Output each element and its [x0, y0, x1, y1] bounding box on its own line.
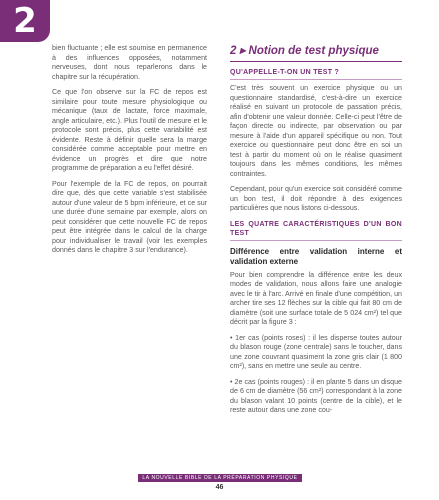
right-column	[230, 44, 402, 422]
section-title: 2 ▸ Notion de test physique	[230, 44, 402, 62]
chapter-number-tab: 2	[0, 0, 50, 42]
left-paragraph-1: bien fluctuante ; elle est soumise en permanence à des influences opposées, notamment nerveuses, dont nous reparlerons dans le chapitre sur la récupération.	[52, 44, 207, 81]
left-paragraph-2: Ce que l'on observe sur la FC de repos est similaire pour toute mesure physiologique ou mécanique (taux de lactate, force maximale, angle articulaire, etc.). Plus l'outil de mesure et le protocole sont précis, plus cette variabilité est évidente. Reste à définir quelle sera la marge considérée comme acceptable pour mettre en évidence un progrès et dire que notre programme de préparation a eu l'effet désiré.	[52, 88, 207, 172]
right-paragraph-5: • 2e cas (points rouges) : il en plante 5 dans un disque de 6 cm de diamètre (56 cm²) correspondant à la zone du blason valant 10 points (centre de la cible), et le reste autour dans une zone cou-	[230, 377, 402, 414]
page-number: 46	[215, 484, 224, 491]
left-column	[52, 44, 207, 262]
subheading-four-characteristics: LES QUATRE CARACTÉRISTIQUES D'UN BON TEST	[230, 220, 402, 241]
left-paragraph-3: Pour l'exemple de la FC de repos, on pourrait dire que, dès que cette variable s'est stabilisée autour d'une valeur de 5 bpm inférieure, et ce sur une durée d'une semaine par exemple, alors on peut considérer que cette nouvelle FC de repos peut être intégrée dans le calcul de la charge pour individualiser le travail (voir les exemples donnés dans le chapitre 3 sur l'endurance).	[52, 179, 207, 254]
right-paragraph-4: • 1er cas (points roses) : il les disperse toutes autour du blason rouge (zone centrale) sans le toucher, dans une zone couvrant quasiment la zone gris clair (1 800 cm²), sans en mettre une seule au centre.	[230, 333, 402, 370]
bold-heading-validation: Différence entre validation interne et validation externe	[230, 246, 402, 266]
right-paragraph-2: Cependant, pour qu'un exercice soit considéré comme un bon test, il doit répondre à des exigences particulières que nous listons ci-dessous.	[230, 185, 402, 212]
footer-book-title: LA NOUVELLE BIBLE DE LA PRÉPARATION PHYSIQUE	[138, 474, 302, 482]
right-paragraph-3: Pour bien comprendre la différence entre les deux modes de validation, nous allons faire une analogie avec le tir à l'arc. Arrivé en finale d'une compétition, un archer tire ses 12 flèches sur la cible qui fait 80 cm de diamètre (soit une surface totale de 5 024 cm²) tel que décrit par la figure 3 :	[230, 270, 402, 326]
subheading-what-is-test: QU'APPELLE-T-ON UN TEST ?	[230, 68, 402, 80]
right-paragraph-1: C'est très souvent un exercice physique ou un questionnaire standardisé, c'est-à-dire un exercice réalisé en suivant un protocole de passation précis, afin d'obtenir une valeur donnée. Celle-ci peut l'être de façon directe ou indirecte, par observation ou par mesure à l'aide d'un appareil spécifique ou non. Tout exercice ou questionnaire peut donc être en soi un test à partir du moment où on le réalise quasiment toujours dans les mêmes conditions, les mêmes contraintes.	[230, 84, 402, 178]
